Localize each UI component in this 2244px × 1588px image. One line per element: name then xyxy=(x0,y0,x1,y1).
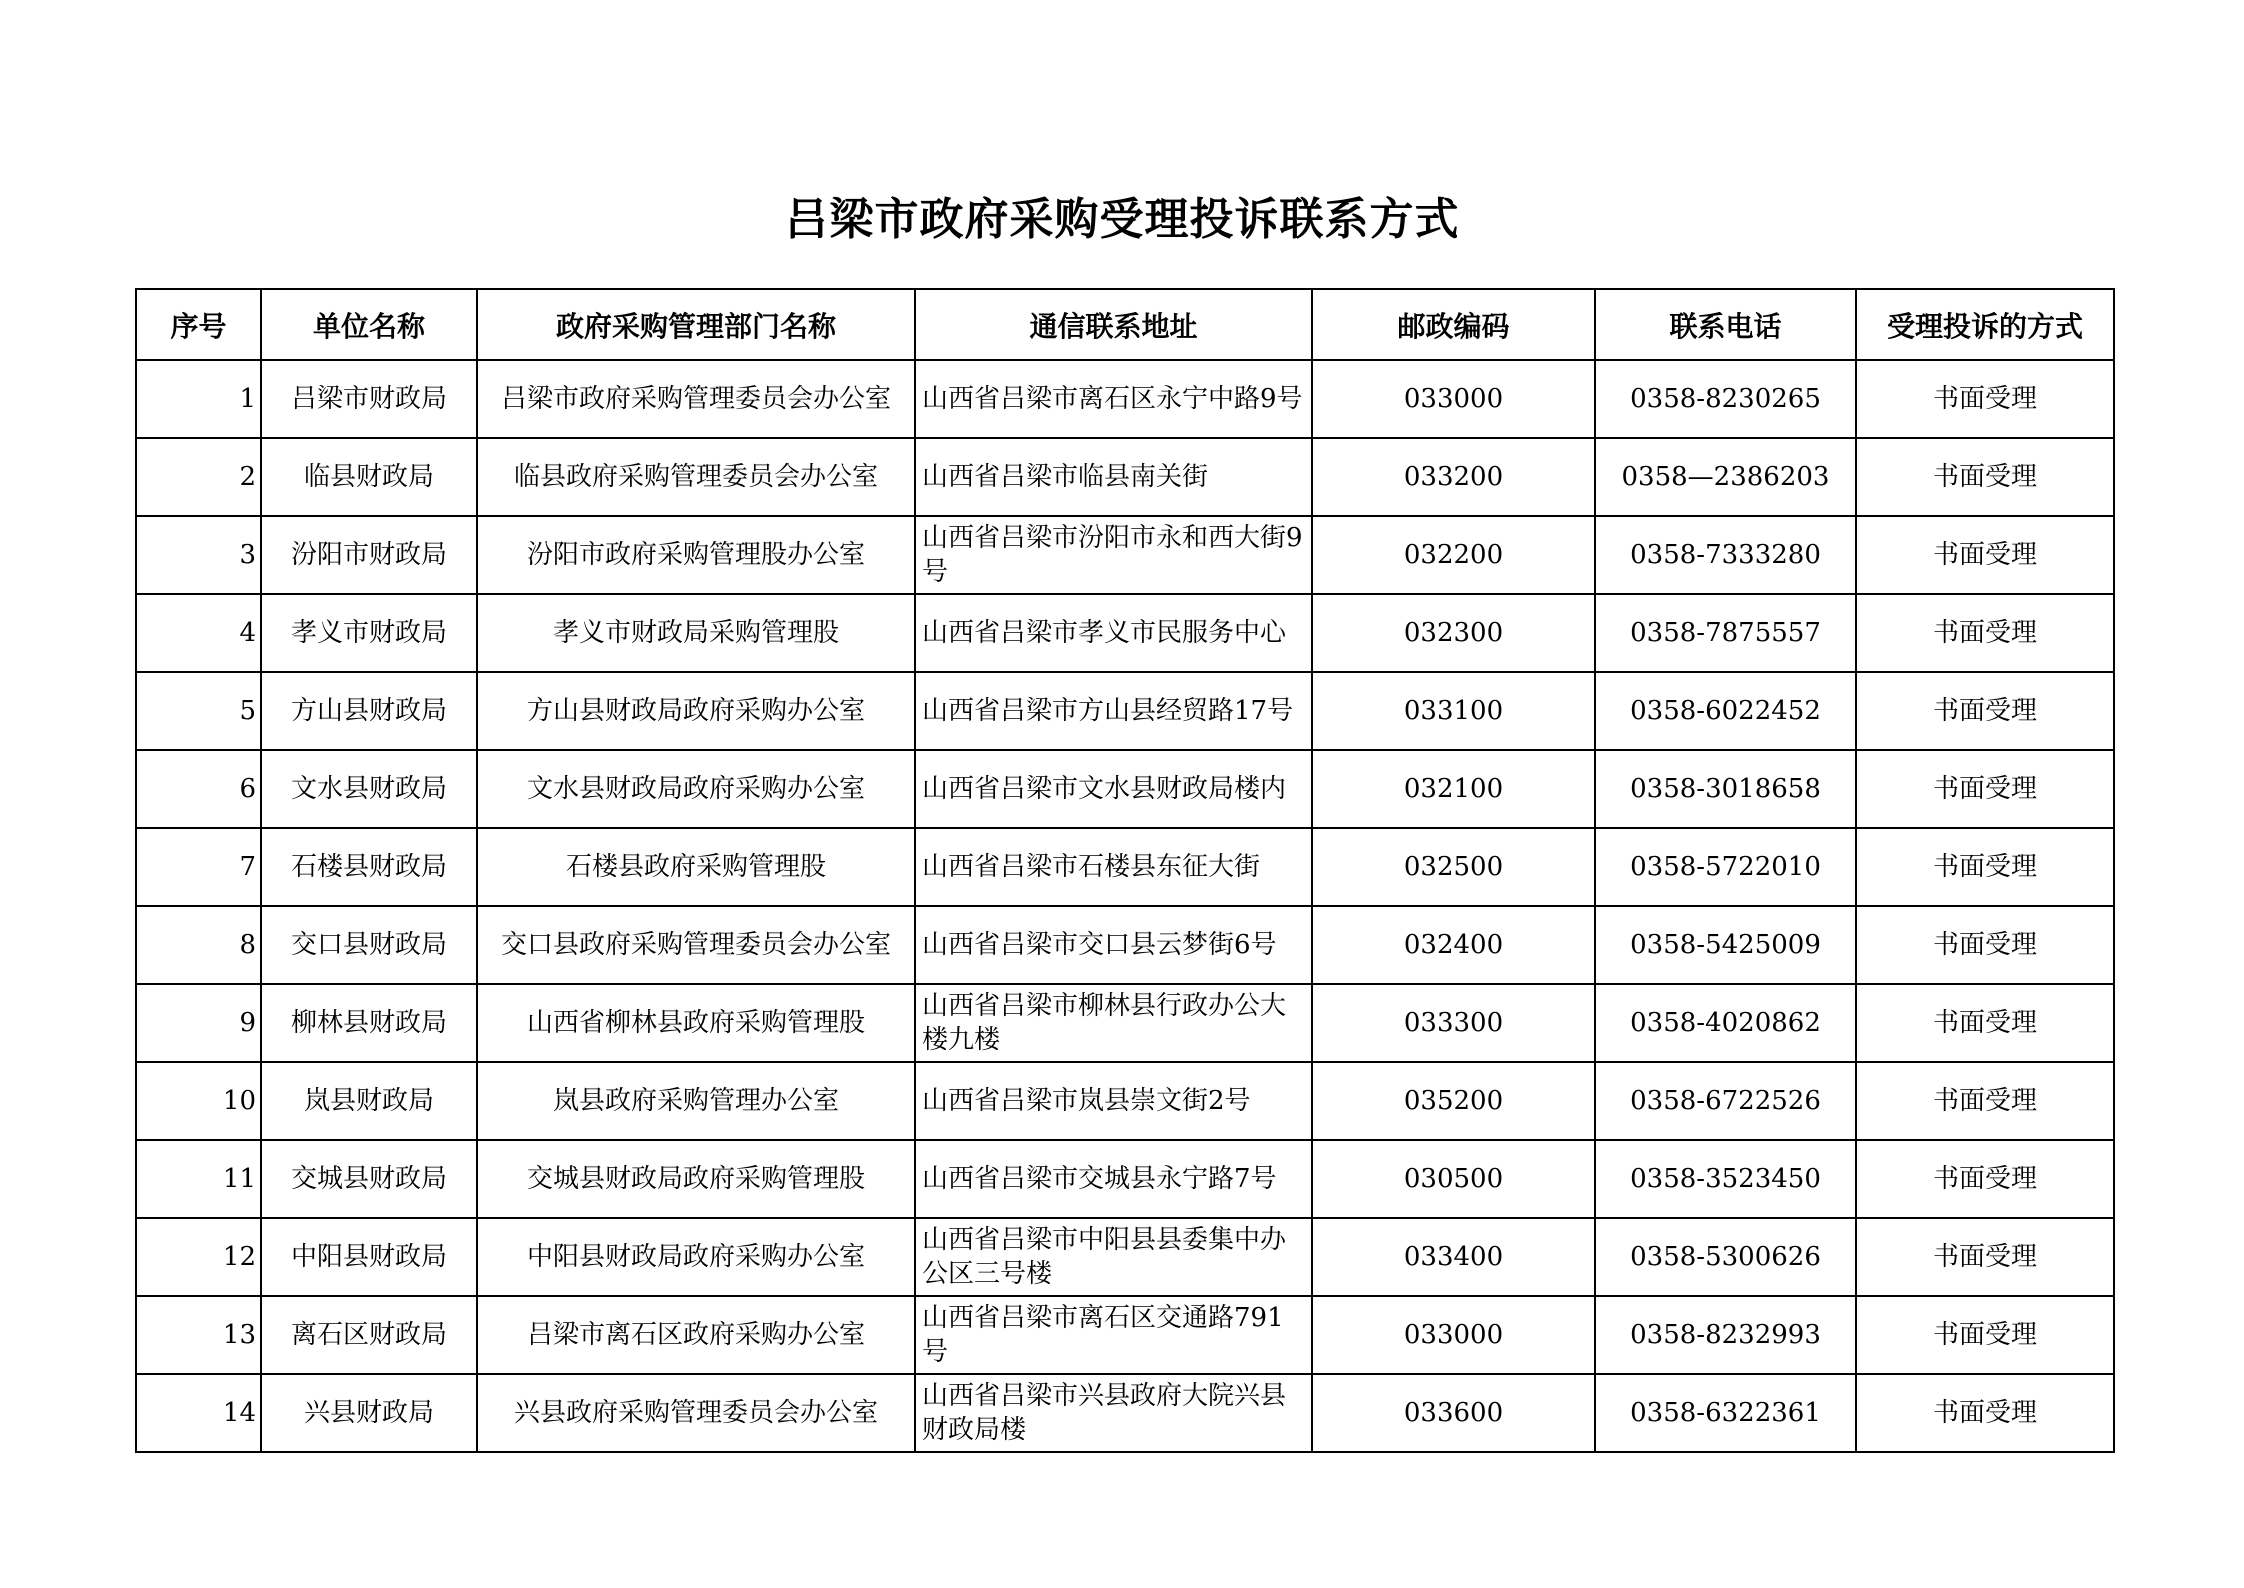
cell-postcode: 033000 xyxy=(1312,360,1595,438)
cell-method: 书面受理 xyxy=(1856,594,2114,672)
cell-method: 书面受理 xyxy=(1856,360,2114,438)
cell-phone: 0358-7875557 xyxy=(1595,594,1856,672)
cell-postcode: 033000 xyxy=(1312,1296,1595,1374)
cell-address: 山西省吕梁市柳林县行政办公大楼九楼 xyxy=(915,984,1312,1062)
cell-unit: 方山县财政局 xyxy=(261,672,477,750)
cell-index: 13 xyxy=(136,1296,261,1374)
cell-unit: 中阳县财政局 xyxy=(261,1218,477,1296)
cell-index: 5 xyxy=(136,672,261,750)
table-row xyxy=(136,1296,2114,1374)
header-row xyxy=(136,289,2114,360)
cell-phone: 0358-5425009 xyxy=(1595,906,1856,984)
cell-postcode: 035200 xyxy=(1312,1062,1595,1140)
table-row xyxy=(136,750,2114,828)
header-department: 政府采购管理部门名称 xyxy=(477,289,915,360)
table-row xyxy=(136,1374,2114,1452)
cell-postcode: 033600 xyxy=(1312,1374,1595,1452)
cell-index: 10 xyxy=(136,1062,261,1140)
cell-unit: 文水县财政局 xyxy=(261,750,477,828)
cell-postcode: 033400 xyxy=(1312,1218,1595,1296)
cell-unit: 岚县财政局 xyxy=(261,1062,477,1140)
cell-method: 书面受理 xyxy=(1856,672,2114,750)
cell-postcode: 033200 xyxy=(1312,438,1595,516)
header-postcode: 邮政编码 xyxy=(1312,289,1595,360)
cell-address: 山西省吕梁市交城县永宁路7号 xyxy=(915,1140,1312,1218)
cell-address: 山西省吕梁市兴县政府大院兴县财政局楼 xyxy=(915,1374,1312,1452)
cell-unit: 吕梁市财政局 xyxy=(261,360,477,438)
cell-unit: 兴县财政局 xyxy=(261,1374,477,1452)
table-row xyxy=(136,516,2114,594)
cell-method: 书面受理 xyxy=(1856,1296,2114,1374)
contact-table xyxy=(135,288,2115,1453)
cell-index: 2 xyxy=(136,438,261,516)
cell-phone: 0358-8232993 xyxy=(1595,1296,1856,1374)
cell-index: 1 xyxy=(136,360,261,438)
cell-department: 吕梁市政府采购管理委员会办公室 xyxy=(477,360,915,438)
table-row xyxy=(136,438,2114,516)
cell-phone: 0358-3018658 xyxy=(1595,750,1856,828)
cell-department: 吕梁市离石区政府采购办公室 xyxy=(477,1296,915,1374)
cell-department: 文水县财政局政府采购办公室 xyxy=(477,750,915,828)
table-row xyxy=(136,1218,2114,1296)
cell-department: 交口县政府采购管理委员会办公室 xyxy=(477,906,915,984)
cell-postcode: 032200 xyxy=(1312,516,1595,594)
cell-department: 方山县财政局政府采购办公室 xyxy=(477,672,915,750)
cell-address: 山西省吕梁市岚县崇文街2号 xyxy=(915,1062,1312,1140)
cell-phone: 0358-7333280 xyxy=(1595,516,1856,594)
cell-postcode: 032400 xyxy=(1312,906,1595,984)
cell-phone: 0358-4020862 xyxy=(1595,984,1856,1062)
cell-unit: 汾阳市财政局 xyxy=(261,516,477,594)
cell-method: 书面受理 xyxy=(1856,1140,2114,1218)
cell-department: 中阳县财政局政府采购办公室 xyxy=(477,1218,915,1296)
page-title: 吕梁市政府采购受理投诉联系方式 xyxy=(784,194,1460,245)
cell-department: 孝义市财政局采购管理股 xyxy=(477,594,915,672)
table-row xyxy=(136,1062,2114,1140)
cell-unit: 孝义市财政局 xyxy=(261,594,477,672)
cell-phone: 0358-6722526 xyxy=(1595,1062,1856,1140)
cell-phone: 0358—2386203 xyxy=(1595,438,1856,516)
cell-unit: 临县财政局 xyxy=(261,438,477,516)
cell-unit: 交口县财政局 xyxy=(261,906,477,984)
cell-phone: 0358-6022452 xyxy=(1595,672,1856,750)
cell-index: 12 xyxy=(136,1218,261,1296)
cell-department: 临县政府采购管理委员会办公室 xyxy=(477,438,915,516)
cell-phone: 0358-5722010 xyxy=(1595,828,1856,906)
cell-address: 山西省吕梁市方山县经贸路17号 xyxy=(915,672,1312,750)
header-index: 序号 xyxy=(136,289,261,360)
cell-address: 山西省吕梁市石楼县东征大街 xyxy=(915,828,1312,906)
cell-method: 书面受理 xyxy=(1856,828,2114,906)
cell-postcode: 033100 xyxy=(1312,672,1595,750)
cell-method: 书面受理 xyxy=(1856,984,2114,1062)
cell-department: 山西省柳林县政府采购管理股 xyxy=(477,984,915,1062)
cell-department: 岚县政府采购管理办公室 xyxy=(477,1062,915,1140)
cell-department: 石楼县政府采购管理股 xyxy=(477,828,915,906)
cell-method: 书面受理 xyxy=(1856,1062,2114,1140)
cell-address: 山西省吕梁市临县南关街 xyxy=(915,438,1312,516)
cell-department: 交城县财政局政府采购管理股 xyxy=(477,1140,915,1218)
cell-method: 书面受理 xyxy=(1856,438,2114,516)
header-address: 通信联系地址 xyxy=(915,289,1312,360)
table-row xyxy=(136,594,2114,672)
cell-method: 书面受理 xyxy=(1856,1218,2114,1296)
cell-postcode: 030500 xyxy=(1312,1140,1595,1218)
cell-method: 书面受理 xyxy=(1856,1374,2114,1452)
cell-unit: 石楼县财政局 xyxy=(261,828,477,906)
cell-unit: 离石区财政局 xyxy=(261,1296,477,1374)
header-phone: 联系电话 xyxy=(1595,289,1856,360)
table-row xyxy=(136,672,2114,750)
table-row xyxy=(136,360,2114,438)
table-header xyxy=(136,289,2114,360)
cell-address: 山西省吕梁市中阳县县委集中办公区三号楼 xyxy=(915,1218,1312,1296)
cell-address: 山西省吕梁市文水县财政局楼内 xyxy=(915,750,1312,828)
cell-index: 14 xyxy=(136,1374,261,1452)
cell-method: 书面受理 xyxy=(1856,750,2114,828)
cell-unit: 柳林县财政局 xyxy=(261,984,477,1062)
table-row xyxy=(136,828,2114,906)
table-row xyxy=(136,984,2114,1062)
cell-phone: 0358-6322361 xyxy=(1595,1374,1856,1452)
header-method: 受理投诉的方式 xyxy=(1856,289,2114,360)
cell-index: 4 xyxy=(136,594,261,672)
cell-unit: 交城县财政局 xyxy=(261,1140,477,1218)
cell-address: 山西省吕梁市离石区永宁中路9号 xyxy=(915,360,1312,438)
cell-index: 8 xyxy=(136,906,261,984)
cell-phone: 0358-8230265 xyxy=(1595,360,1856,438)
cell-address: 山西省吕梁市汾阳市永和西大街9号 xyxy=(915,516,1312,594)
cell-department: 汾阳市政府采购管理股办公室 xyxy=(477,516,915,594)
table-row xyxy=(136,1140,2114,1218)
cell-method: 书面受理 xyxy=(1856,906,2114,984)
cell-index: 7 xyxy=(136,828,261,906)
cell-postcode: 032300 xyxy=(1312,594,1595,672)
cell-phone: 0358-5300626 xyxy=(1595,1218,1856,1296)
cell-index: 3 xyxy=(136,516,261,594)
cell-postcode: 032100 xyxy=(1312,750,1595,828)
cell-phone: 0358-3523450 xyxy=(1595,1140,1856,1218)
cell-method: 书面受理 xyxy=(1856,516,2114,594)
cell-address: 山西省吕梁市离石区交通路791号 xyxy=(915,1296,1312,1374)
cell-index: 6 xyxy=(136,750,261,828)
cell-index: 9 xyxy=(136,984,261,1062)
cell-department: 兴县政府采购管理委员会办公室 xyxy=(477,1374,915,1452)
cell-postcode: 032500 xyxy=(1312,828,1595,906)
table-body xyxy=(136,360,2114,1452)
cell-address: 山西省吕梁市交口县云梦街6号 xyxy=(915,906,1312,984)
table-row xyxy=(136,906,2114,984)
cell-postcode: 033300 xyxy=(1312,984,1595,1062)
cell-index: 11 xyxy=(136,1140,261,1218)
header-unit: 单位名称 xyxy=(261,289,477,360)
cell-address: 山西省吕梁市孝义市民服务中心 xyxy=(915,594,1312,672)
